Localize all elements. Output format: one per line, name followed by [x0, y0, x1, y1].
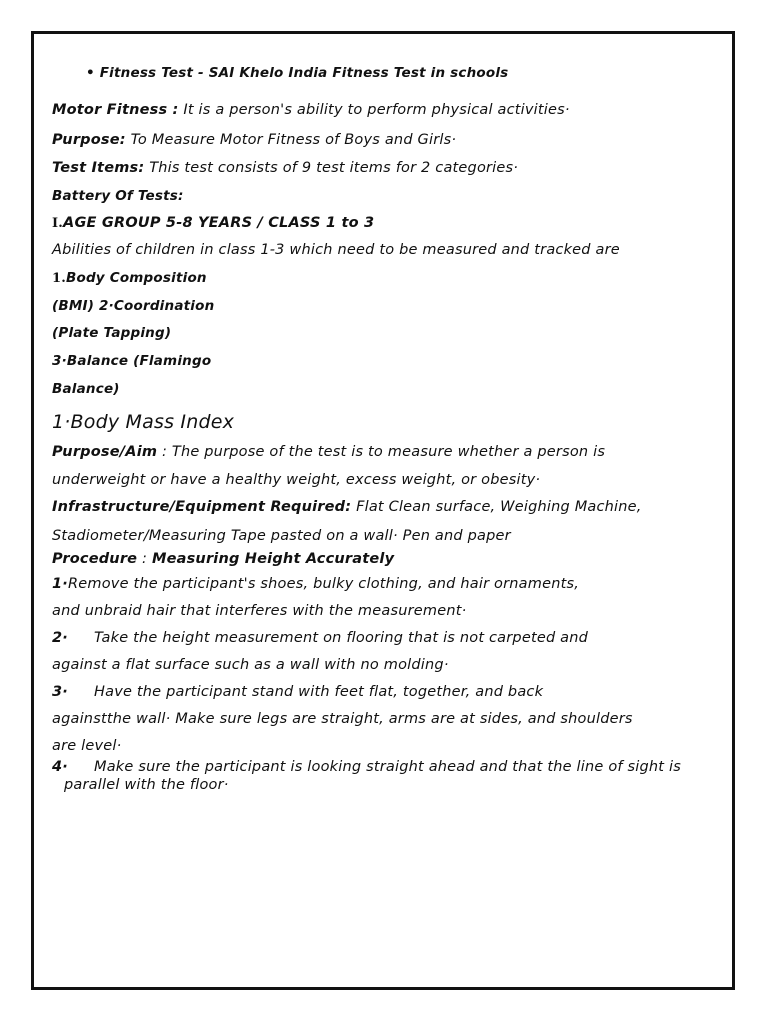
bullet-marker: •	[86, 65, 95, 81]
step-number: 4·	[52, 759, 68, 775]
step-text: Remove the participant's shoes, bulky clothing, and hair ornaments,	[68, 576, 580, 592]
age-group-heading-line	[52, 214, 374, 233]
procedure-colon: :	[137, 551, 152, 567]
ability-list-item: (Plate Tapping)	[52, 325, 172, 341]
ability-list-text: Body Composition	[65, 270, 207, 286]
abilities-text: Abilities of children in class 1-3 which need to be measured and tracked are	[52, 242, 620, 258]
infrastructure-text-cont: Stadiometer/Measuring Tape pasted on a wall· Pen and paper	[52, 528, 511, 544]
battery-label: Battery Of Tests:	[52, 188, 184, 204]
bmi-purpose-text: The purpose of the test is to measure whether a person is	[171, 444, 606, 460]
procedure-title: Measuring Height Accurately	[151, 551, 395, 567]
test-items-label: Test Items:	[52, 160, 145, 176]
purpose-text: To Measure Motor Fitness of Boys and Girls·	[130, 132, 457, 148]
motor-fitness-text: It is a person's ability to perform physical activities·	[183, 102, 570, 118]
motor-fitness-label: Motor Fitness :	[52, 102, 179, 118]
ability-list-item: (BMI) 2·Coordination	[52, 298, 215, 314]
step-1-line	[52, 575, 579, 593]
infrastructure-text: Flat Clean surface, Weighing Machine,	[356, 499, 642, 515]
age-group-numeral: I.	[52, 216, 64, 231]
test-items-text: This test consists of 9 test items for 2 categories·	[149, 160, 519, 176]
bmi-purpose-text-cont: underweight or have a healthy weight, excess weight, or obesity·	[52, 472, 541, 488]
step-text: Take the height measurement on flooring that is not carpeted and	[94, 630, 589, 646]
step-3-cont: againstthe wall· Make sure legs are straight, arms are at sides, and shoulders	[52, 711, 633, 727]
step-number: 2·	[52, 630, 68, 646]
bmi-purpose-label: Purpose/Aim	[52, 444, 158, 460]
ability-list-item: 3·Balance (Flamingo	[52, 353, 212, 369]
step-number: 1·	[52, 576, 68, 592]
step-3-cont: are level·	[52, 738, 122, 754]
ability-list-item	[52, 269, 207, 288]
step-text: Have the participant stand with feet flat, together, and back	[94, 684, 544, 700]
step-text: Make sure the participant is looking straight ahead and that the line of sight is	[94, 759, 681, 775]
header-title-line	[86, 64, 508, 82]
ability-list-item: Balance)	[52, 381, 120, 397]
step-4-line	[52, 758, 681, 776]
age-group-heading: AGE GROUP 5-8 YEARS / CLASS 1 to 3	[63, 215, 375, 231]
header-title: Fitness Test - SAI Khelo India Fitness Test in schools	[99, 65, 509, 81]
bmi-heading: 1·Body Mass Index	[52, 411, 235, 433]
bmi-purpose-colon: :	[157, 444, 172, 460]
step-3-line	[52, 683, 543, 701]
bmi-purpose-line	[52, 443, 605, 461]
infrastructure-label: Infrastructure/Equipment Required:	[52, 499, 352, 515]
purpose-line	[52, 131, 456, 149]
step-2-line	[52, 629, 588, 647]
procedure-label: Procedure	[52, 551, 138, 567]
step-1-cont: and unbraid hair that interferes with the measurement·	[52, 603, 467, 619]
step-number: 3·	[52, 684, 68, 700]
purpose-label: Purpose:	[52, 132, 126, 148]
step-4-cont: parallel with the floor·	[64, 777, 229, 793]
infrastructure-line	[52, 498, 642, 516]
step-2-cont: against a flat surface such as a wall with no molding·	[52, 657, 449, 673]
test-items-line	[52, 159, 518, 177]
procedure-line	[52, 550, 394, 568]
motor-fitness-line	[52, 101, 570, 119]
ability-list-numeral: 1.	[52, 271, 66, 286]
